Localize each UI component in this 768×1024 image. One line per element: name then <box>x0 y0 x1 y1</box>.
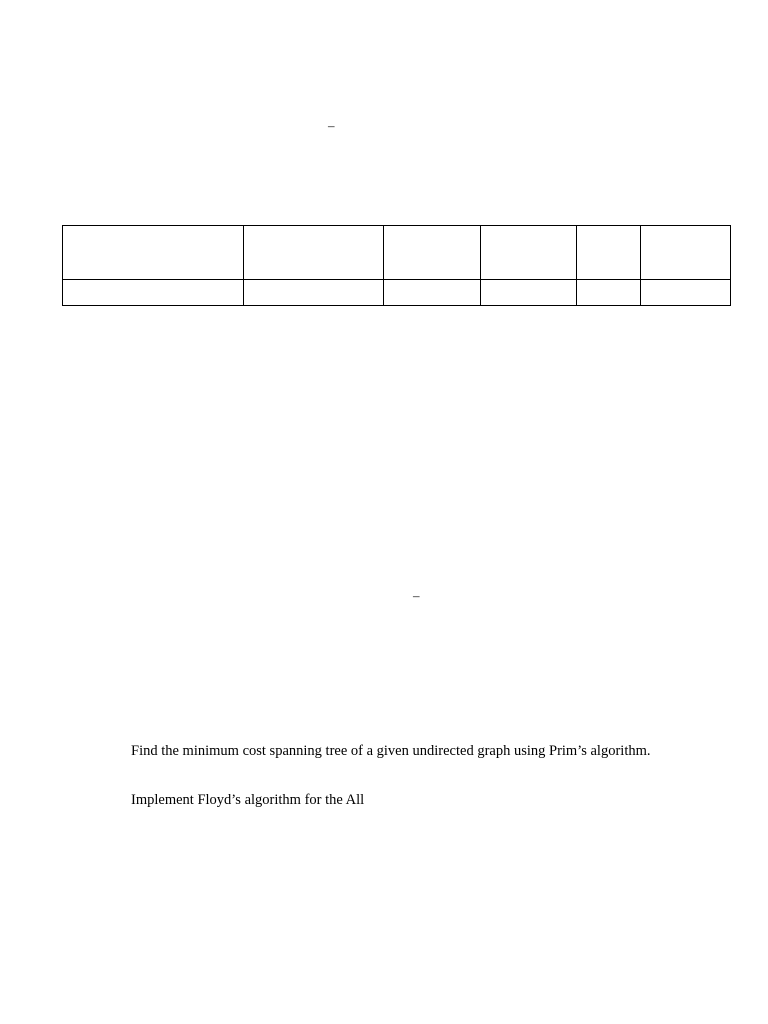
program-statement: Implement Floyd’s algorithm for the All <box>131 792 365 808</box>
table-row <box>63 280 731 306</box>
table-cell <box>577 280 641 306</box>
table-cell <box>63 226 244 280</box>
table-cell <box>63 280 244 306</box>
dash-mark: – <box>413 588 420 603</box>
table-cell <box>384 226 481 280</box>
table-cell <box>244 280 384 306</box>
table-cell <box>641 280 731 306</box>
table-cell <box>577 226 641 280</box>
table-cell <box>481 280 577 306</box>
program-statement: Find the minimum cost spanning tree of a given undirected graph using Prim’s algorithm. <box>131 743 651 759</box>
table-cell <box>244 226 384 280</box>
table-cell <box>481 226 577 280</box>
table-cell <box>384 280 481 306</box>
table-row <box>63 226 731 280</box>
empty-table <box>62 225 731 306</box>
dash-mark: – <box>328 118 335 133</box>
table-cell <box>641 226 731 280</box>
